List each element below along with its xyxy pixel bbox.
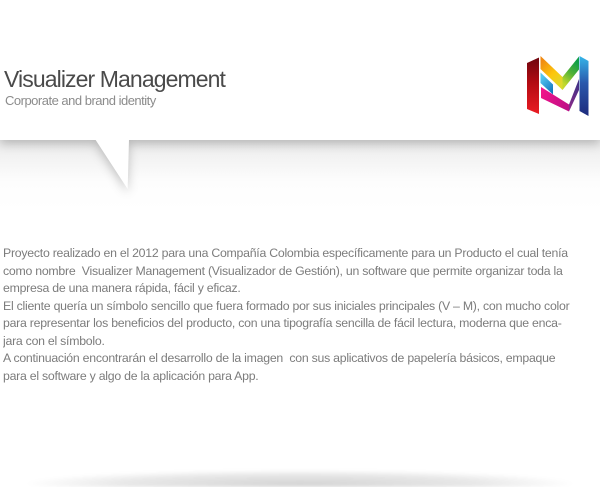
intro-paragraph bbox=[3, 245, 599, 385]
page-subtitle: Corporate and brand identity bbox=[5, 93, 156, 108]
header-shadow-fade bbox=[0, 140, 600, 210]
paragraph-line: Proyecto realizado en el 2012 para una Compañía Colombia específicamente para un Producto el cual tenía bbox=[3, 246, 568, 260]
vm-ribbon-logo-icon bbox=[521, 53, 592, 120]
paragraph-line: empresa de una manera rápida, fácil y eficaz. bbox=[3, 281, 241, 295]
paragraph-line: como nombre Visualizer Management (Visualizador de Gestión), un software que permite organizar toda la bbox=[3, 263, 563, 278]
title-block bbox=[4, 66, 225, 108]
paragraph-line: A continuación encontrarán el desarrollo de la imagen con sus aplicativos de papelería básicos, empaque bbox=[3, 351, 556, 365]
paragraph-line: para el software y algo de la aplicación para App. bbox=[3, 368, 259, 383]
paragraph-line: jara con el símbolo. bbox=[3, 333, 105, 348]
page-title: Visualizer Management bbox=[4, 66, 226, 92]
paragraph-line: El cliente quería un símbolo sencillo que fuera formado por sus iniciales principales (V – M), con mucho color bbox=[3, 298, 570, 313]
paragraph-line: para representar los beneficios del producto, con una tipografía sencilla de fácil lectura, moderna que enca- bbox=[3, 316, 562, 330]
bottom-page-shadow bbox=[0, 470, 600, 487]
